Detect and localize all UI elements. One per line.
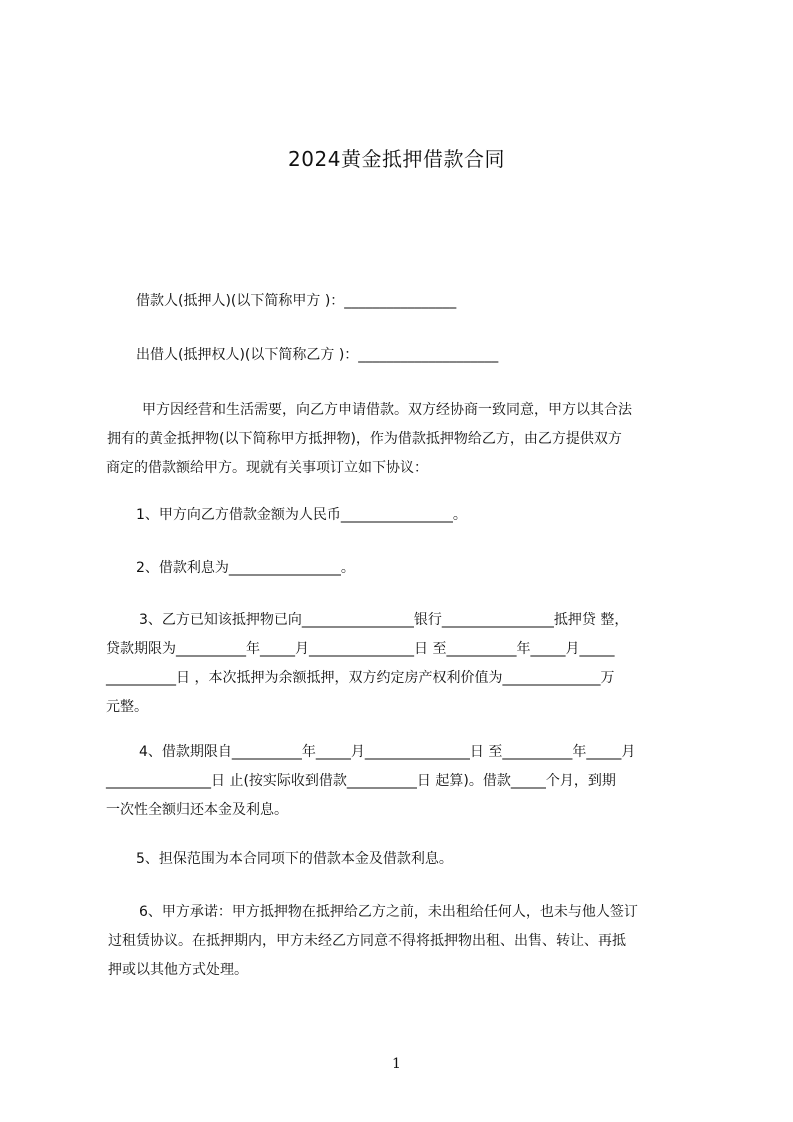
clause-3-line: 贷款期限为__________年_____月_______________日 至__________年_____月_____ <box>106 641 615 657</box>
clause-6 <box>106 898 638 985</box>
intro-paragraph <box>106 396 632 483</box>
clause-6-line: 押或以其他方式处理。 <box>108 962 248 978</box>
document-title: 2024黄金抵押借款合同 <box>288 147 505 171</box>
party-b-line: 出借人(抵押权人)(以下简称乙方 )：____________________ <box>136 347 499 363</box>
clause-6-line: 过租赁协议。在抵押期内，甲方未经乙方同意不得将抵押物出租、出售、转让、再抵 <box>108 933 626 949</box>
clause-6-line: 6、甲方承诺：甲方抵押物在抵押给乙方之前，未出租给任何人，也未与他人签订 <box>139 904 638 920</box>
clause-4-line: 一次性全额归还本金及利息。 <box>106 802 288 818</box>
clause-4-line: 4、借款期限自__________年_____月_______________日 至__________年_____月 <box>139 744 636 760</box>
intro-line: 甲方因经营和生活需要，向乙方申请借款。双方经协商一致同意，甲方以其合法 <box>142 402 632 418</box>
clause-1: 1、甲方向乙方借款金额为人民币________________。 <box>136 507 467 523</box>
clause-3-line: __________日 ，本次抵押为余额抵押，双方约定房产权利价值为______________万 <box>106 670 615 686</box>
party-a-line: 借款人(抵押人)(以下简称甲方 )：________________ <box>136 293 457 309</box>
clause-3-line: 3、乙方已知该抵押物已向________________银行________________抵押贷 整， <box>139 612 629 628</box>
page-number: 1 <box>392 1056 401 1072</box>
clause-3-line: 元整。 <box>106 699 148 715</box>
clause-4-line: _______________日 止(按实际收到借款__________日 起算)。借款_____个月，到期 <box>106 773 616 789</box>
intro-line: 商定的借款额给甲方。现就有关事项订立如下协议： <box>106 460 428 476</box>
clause-3 <box>106 606 628 722</box>
intro-line: 拥有的黄金抵押物(以下简称甲方抵押物)，作为借款抵押物给乙方，由乙方提供双方 <box>107 431 622 447</box>
clause-5: 5、担保范围为本合同项下的借款本金及借款利息。 <box>136 851 453 867</box>
clause-4 <box>106 738 635 825</box>
clause-2: 2、借款利息为________________。 <box>136 560 355 576</box>
